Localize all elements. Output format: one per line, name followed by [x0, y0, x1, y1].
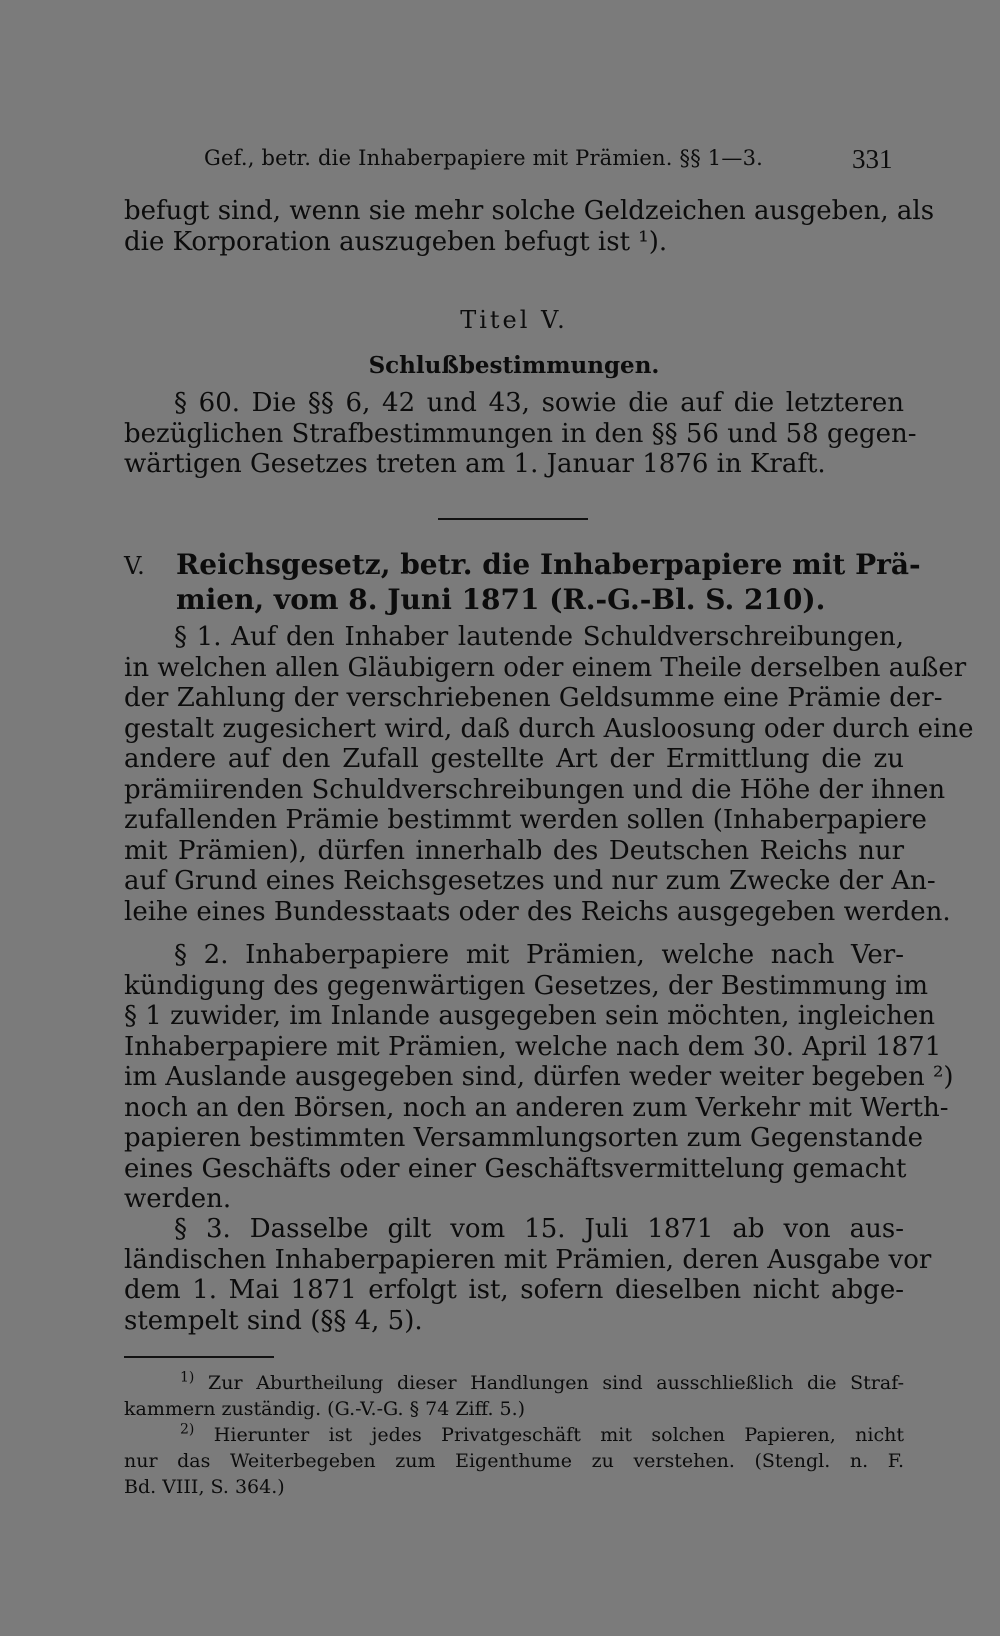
running-title: Gef., betr. die Inhaberpapiere mit Prämien. §§ 1—3. [204, 146, 764, 170]
text-line: eines Geschäfts oder einer Geschäftsvermittelung gemacht [124, 1153, 907, 1184]
law-title-line: mien, vom 8. Juni 1871 (R.-G.-Bl. S. 210). [176, 583, 826, 616]
text-line: ländischen Inhaberpapieren mit Prämien, deren Ausgabe vor [124, 1244, 932, 1275]
text-line: im Auslande ausgegeben sind, dürfen weder weiter begeben ²) [124, 1062, 954, 1092]
text-line: prämiirenden Schuldverschreibungen und die Höhe der ihnen [124, 774, 946, 805]
text-line: befugt sind, wenn sie mehr solche Geldzeichen ausgeben, als [124, 196, 935, 226]
footnote-marker: 1) [180, 1369, 195, 1386]
footnote-line: nur das Weiterbegeben zum Eigenthume zu verstehen. (Stengl. n. F. [124, 1450, 904, 1472]
text-line: stempelt sind (§§ 4, 5). [124, 1305, 423, 1336]
page-number: 331 [852, 144, 893, 174]
footnote-line: Bd. VIII, S. 364.) [124, 1476, 285, 1498]
intro-paragraph [124, 196, 935, 257]
text-line: Inhaberpapiere mit Prämien, welche nach dem 30. April 1871 [124, 1031, 942, 1062]
footnote-line: kammern zuständig. (G.-V.-G. § 74 Ziff. 5.) [124, 1398, 526, 1420]
title-heading: Schlußbestimmungen. [368, 352, 660, 379]
law-title-line: Reichsgesetz, betr. die Inhaberpapiere mit Prä- [176, 548, 921, 581]
footnote-2 [124, 1422, 904, 1500]
text-line: papieren bestimmten Versammlungsorten zum Gegenstande [124, 1123, 924, 1153]
text-line: in welchen allen Gläubigern oder einem Theile derselben außer [124, 652, 967, 683]
footnote-marker: 2) [180, 1421, 195, 1438]
text-line: noch an den Börsen, noch an anderen zum Verkehr mit Werth- [124, 1092, 949, 1123]
section-2 [124, 940, 954, 1215]
text-line: gestalt zugesichert wird, daß durch Ausloosung oder durch eine [124, 713, 974, 744]
text-line: bezüglichen Strafbestimmungen in den §§ 56 und 58 gegen- [124, 418, 917, 449]
text-line: mit Prämien), dürfen innerhalb des Deutschen Reichs nur [124, 835, 904, 866]
text-line: § 1 zuwider, im Inlande ausgegeben sein möchten, ingleichen [124, 1001, 935, 1031]
law-heading [124, 548, 921, 616]
text-line: der Zahlung der verschriebenen Geldsumme eine Prämie der- [124, 683, 943, 713]
text-line: § 60. Die §§ 6, 42 und 43, sowie die auf die letzteren [174, 388, 904, 418]
footnote-divider [124, 1356, 274, 1358]
text-line: wärtigen Gesetzes treten am 1. Januar 1876 in Kraft. [124, 449, 826, 479]
text-line: kündigung des gegenwärtigen Gesetzes, der Bestimmung im [124, 970, 928, 1001]
text-line: andere auf den Zufall gestellte Art der Ermittlung die zu [124, 744, 904, 774]
text-line: zufallenden Prämie bestimmt werden sollen (Inhaberpapiere [124, 805, 927, 835]
text-line: werden. [124, 1184, 232, 1214]
footnote-1 [124, 1370, 904, 1422]
section-1 [124, 622, 974, 927]
footnote-line: $^{1)}$ Zur Aburtheilung dieser Handlungen sind ausschließlich die Straf- [180, 1369, 904, 1394]
text-line: leihe eines Bundesstaats oder des Reichs ausgegeben werden. [124, 896, 951, 927]
text-line: § 1. Auf den Inhaber lautende Schuldverschreibungen, [174, 622, 904, 652]
footnote-line: $^{2)}$ Hierunter ist jedes Privatgeschäft mit solchen Papieren, nicht [180, 1421, 905, 1446]
text-line: die Korporation auszugeben befugt ist ¹). [124, 226, 668, 257]
law-number: V. [124, 552, 145, 580]
footnotes [124, 1370, 904, 1500]
title-label: Titel V. [460, 306, 568, 334]
section-3 [124, 1214, 932, 1336]
text-line: § 2. Inhaberpapiere mit Prämien, welche nach Ver- [174, 940, 904, 970]
text-line: auf Grund eines Reichsgesetzes und nur zum Zwecke der An- [124, 866, 936, 896]
text-line: § 3. Dasselbe gilt vom 15. Juli 1871 ab von aus- [174, 1214, 904, 1244]
text-line: dem 1. Mai 1871 erfolgt ist, sofern dieselben nicht abge- [124, 1275, 904, 1305]
section-60 [124, 388, 917, 480]
section-divider [438, 518, 588, 520]
